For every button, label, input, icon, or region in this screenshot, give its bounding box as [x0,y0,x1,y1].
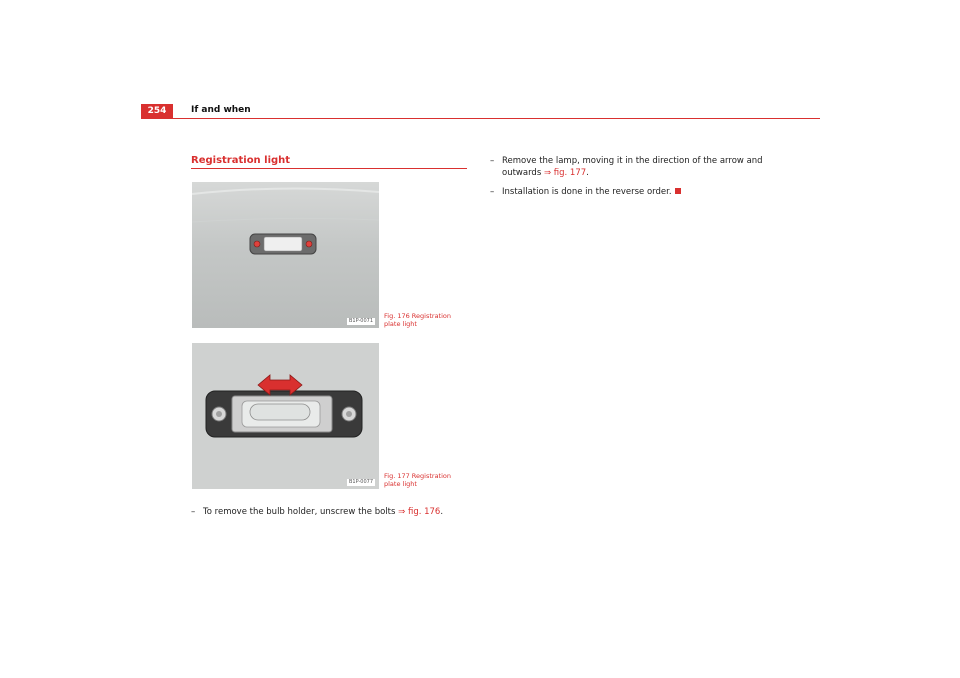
caption-line: plate light [384,320,417,328]
figure-link-arrow[interactable]: ⇒ [543,168,552,178]
step-dash: – [490,156,495,166]
step-text: To remove the bulb holder, unscrew the bolts [203,507,399,517]
section-divider [191,168,467,169]
figure-177-image [192,343,379,489]
instruction-step-2 [490,155,790,179]
step-dash: – [191,507,196,517]
figure-link[interactable]: fig. 176 [405,507,441,517]
figure-link-arrow[interactable]: ⇒ [398,507,406,517]
figure-code: B1P-0077 [348,479,373,485]
section-title: Registration light [191,155,291,166]
page-number: 254 [141,104,173,119]
step-text: Installation is done in the reverse order. [502,187,672,197]
figure-177-caption [384,472,464,488]
caption-line: plate light [384,480,417,488]
figure-176-image [192,182,379,328]
caption-line: Fig. 176 Registration [384,312,451,320]
step-text: outwards [502,168,544,178]
step-period: . [586,168,589,178]
instruction-step-1 [191,506,443,518]
step-period: . [440,507,444,517]
section-end-icon [675,188,681,194]
step-text: Remove the lamp, moving it in the direction of the arrow and [502,156,763,166]
lamp-holder-illustration [192,343,379,489]
caption-line: Fig. 177 Registration [384,472,451,480]
header-divider [141,118,820,119]
tailgate-illustration [192,182,379,328]
step-dash: – [490,187,495,197]
figure-link[interactable]: fig. 177 [551,168,587,178]
figure-176-caption [384,312,464,328]
chapter-title: If and when [191,105,251,115]
figure-code: B1P-0071 [348,318,373,324]
instruction-step-3 [490,186,790,198]
